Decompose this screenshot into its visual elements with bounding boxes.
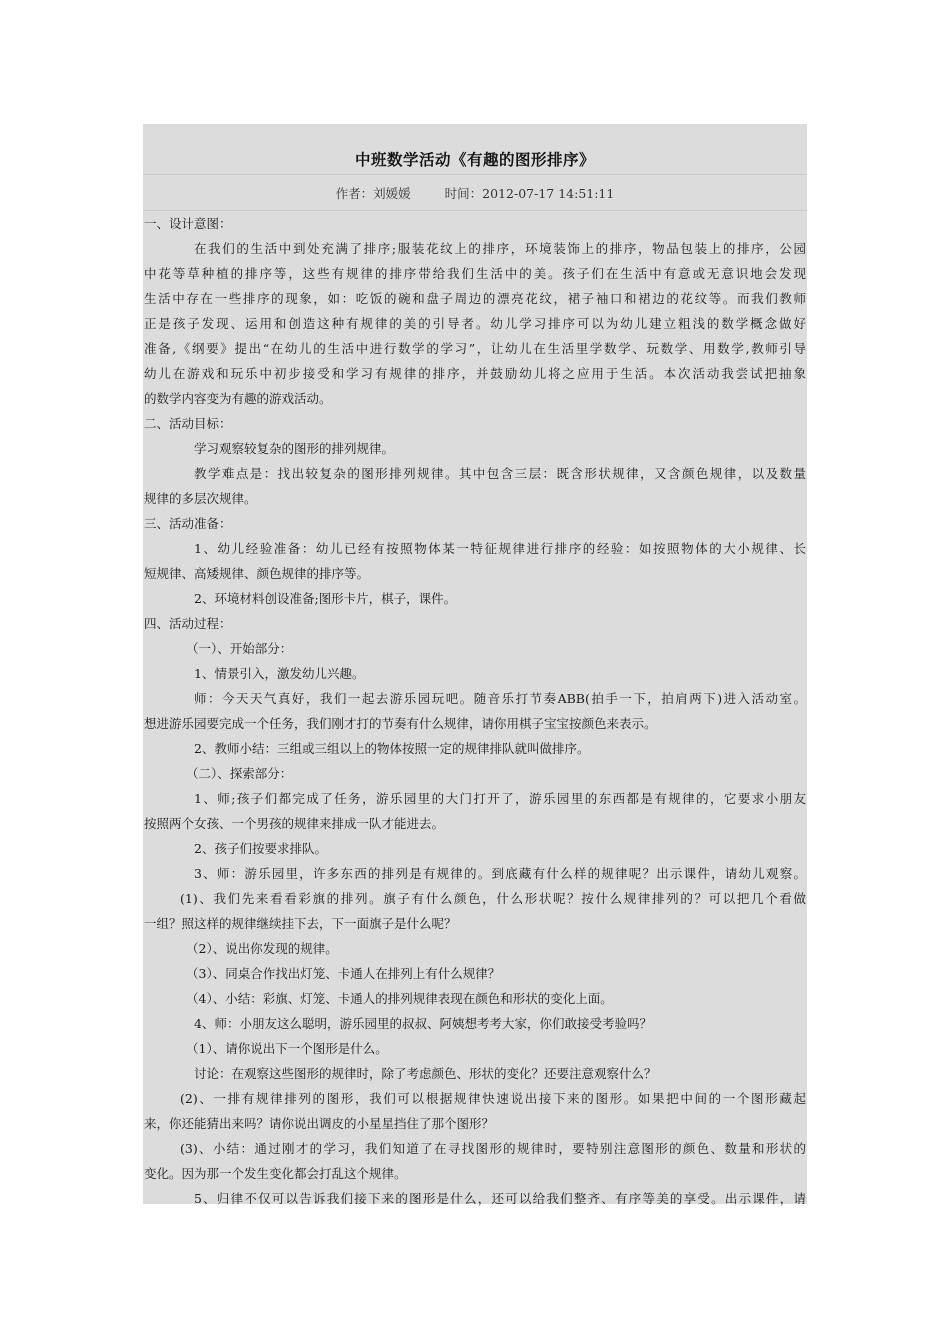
paragraph-line: （2）、说出你发现的规律。: [186, 941, 338, 956]
paragraph-line: 1、幼儿经验准备：幼儿已经有按照物体某一特征规律进行排序的经验：如按照物体的大小规律、长: [194, 541, 806, 556]
paragraph-line: 1、情景引入，激发幼儿兴趣。: [194, 666, 365, 681]
paragraph-line: 教学难点是：找出较复杂的图形排列规律。其中包含三层：既含形状规律，又含颜色规律，以及数量: [194, 466, 806, 481]
article-meta: [143, 175, 807, 211]
paragraph-line: (3)、小结：通过刚才的学习，我们知道了在寻找图形的规律时，要特别注意图形的颜色、数量和形状的: [180, 1141, 806, 1156]
title-row: [143, 124, 807, 175]
paragraph-line: （1）、请你说出下一个图形是什么。: [186, 1041, 388, 1056]
paragraph-line: （4）、小结：彩旗、灯笼、卡通人的排列规律表现在颜色和形状的变化上面。: [186, 991, 613, 1006]
paragraph-line: 在我们的生活中到处充满了排序;服装花纹上的排序，环境装饰上的排序，物品包装上的排序，公园: [194, 241, 806, 256]
subsection-heading: （二）、探索部分：: [186, 766, 293, 781]
article-panel: [143, 124, 807, 1204]
section-heading: 一、设计意图：: [144, 216, 232, 231]
paragraph-line: 一组？照这样的规律继续挂下去，下一面旗子是什么呢？: [144, 916, 457, 931]
paragraph-line: 按照两个女孩、一个男孩的规律来排成一队才能进去。: [144, 816, 445, 831]
paragraph-line: 中花等草种植的排序等，这些有规律的排序带给我们生活中的美。孩子们在生活中有意或无意识地会发现: [144, 266, 806, 281]
paragraph-line: 变化。因为那一个发生变化都会打乱这个规律。: [144, 1166, 407, 1181]
paragraph-line: 5、归律不仅可以告诉我们接下来的图形是什么，还可以给我们整齐、有序等美的享受。出示课件，请: [194, 1191, 806, 1206]
paragraph-line: 师：今天天气真好，我们一起去游乐园玩吧。随音乐打节奏ABB(拍手一下，拍肩两下)进入活动室。: [194, 691, 806, 706]
paragraph-line: 2、环境材料创设准备;图形卡片，棋子，课件。: [194, 591, 457, 606]
paragraph-line: 讨论：在观察这些图形的规律时，除了考虑颜色、形状的变化？还要注意观察什么？: [194, 1066, 657, 1081]
paragraph-line: 短规律、高矮规律、颜色规律的排序等。: [144, 566, 370, 581]
paragraph-line: 想进游乐园要完成一个任务，我们刚才打的节奏有什么规律，请你用棋子宝宝按颜色来表示。: [144, 716, 657, 731]
paragraph-line: 3、师：游乐园里，许多东西的排列是有规律的。到底藏有什么样的规律呢？出示课件，请幼儿观察。: [194, 866, 806, 881]
article-body: [143, 211, 807, 1211]
paragraph-line: （3）、同桌合作找出灯笼、卡通人在排列上有什么规律？: [186, 966, 501, 981]
paragraph-line: 4、师：小朋友这么聪明，游乐园里的叔叔、阿姨想考考大家，你们敢接受考验吗？: [194, 1016, 652, 1031]
paragraph-line: 生活中存在一些排序的现象，如：吃饭的碗和盘子周边的漂亮花纹，裙子袖口和裙边的花纹等。而我们教师: [144, 291, 806, 306]
paragraph-line: 2、孩子们按要求排队。: [194, 841, 327, 856]
paragraph-line: 的数学内容变为有趣的游戏活动。: [144, 391, 332, 406]
paragraph-line: 正是孩子发现、运用和创造这种有规律的美的引导者。幼儿学习排序可以为幼儿建立粗浅的数学概念做好: [144, 316, 806, 331]
paragraph-line: 准备,《纲要》提出“在幼儿的生活中进行数学的学习”，让幼儿在生活里学数学、玩数学、用数学,教师引导: [144, 341, 806, 356]
paragraph-line: 2、教师小结：三组或三组以上的物体按照一定的规律排队就叫做排序。: [194, 741, 590, 756]
subsection-heading: （一）、开始部分：: [186, 641, 293, 656]
paragraph-line: 来，你还能猜出来吗？请你说出调皮的小星星挡住了那个图形？: [144, 1116, 495, 1131]
paragraph-line: 1、师;孩子们都完成了任务，游乐园里的大门打开了，游乐园里的东西都是有规律的，它要求小朋友: [194, 791, 806, 806]
article-title: 中班数学活动《有趣的图形排序》: [354, 151, 595, 169]
time-label: 时间：2012-07-17 14:51:11: [444, 185, 615, 201]
section-heading: 三、活动准备：: [144, 516, 232, 531]
section-heading: 四、活动过程：: [144, 616, 232, 631]
paragraph-line: (1)、我们先来看看彩旗的排列。旗子有什么颜色，什么形状呢？按什么规律排列的？可以把几个看做: [180, 891, 806, 906]
author-label: 作者：刘媛媛: [335, 185, 411, 201]
section-heading: 二、活动目标：: [144, 416, 232, 431]
paragraph-line: (2)、一排有规律排列的图形，我们可以根据规律快速说出接下来的图形。如果把中间的一个图形藏起: [180, 1091, 806, 1106]
paragraph-line: 幼儿在游戏和玩乐中初步接受和学习有规律的排序，并鼓励幼儿将之应用于生活。本次活动我尝试把抽象: [144, 366, 806, 381]
paragraph-line: 学习观察较复杂的图形的排列规律。: [194, 441, 395, 456]
paragraph-line: 规律的多层次规律。: [144, 491, 257, 506]
